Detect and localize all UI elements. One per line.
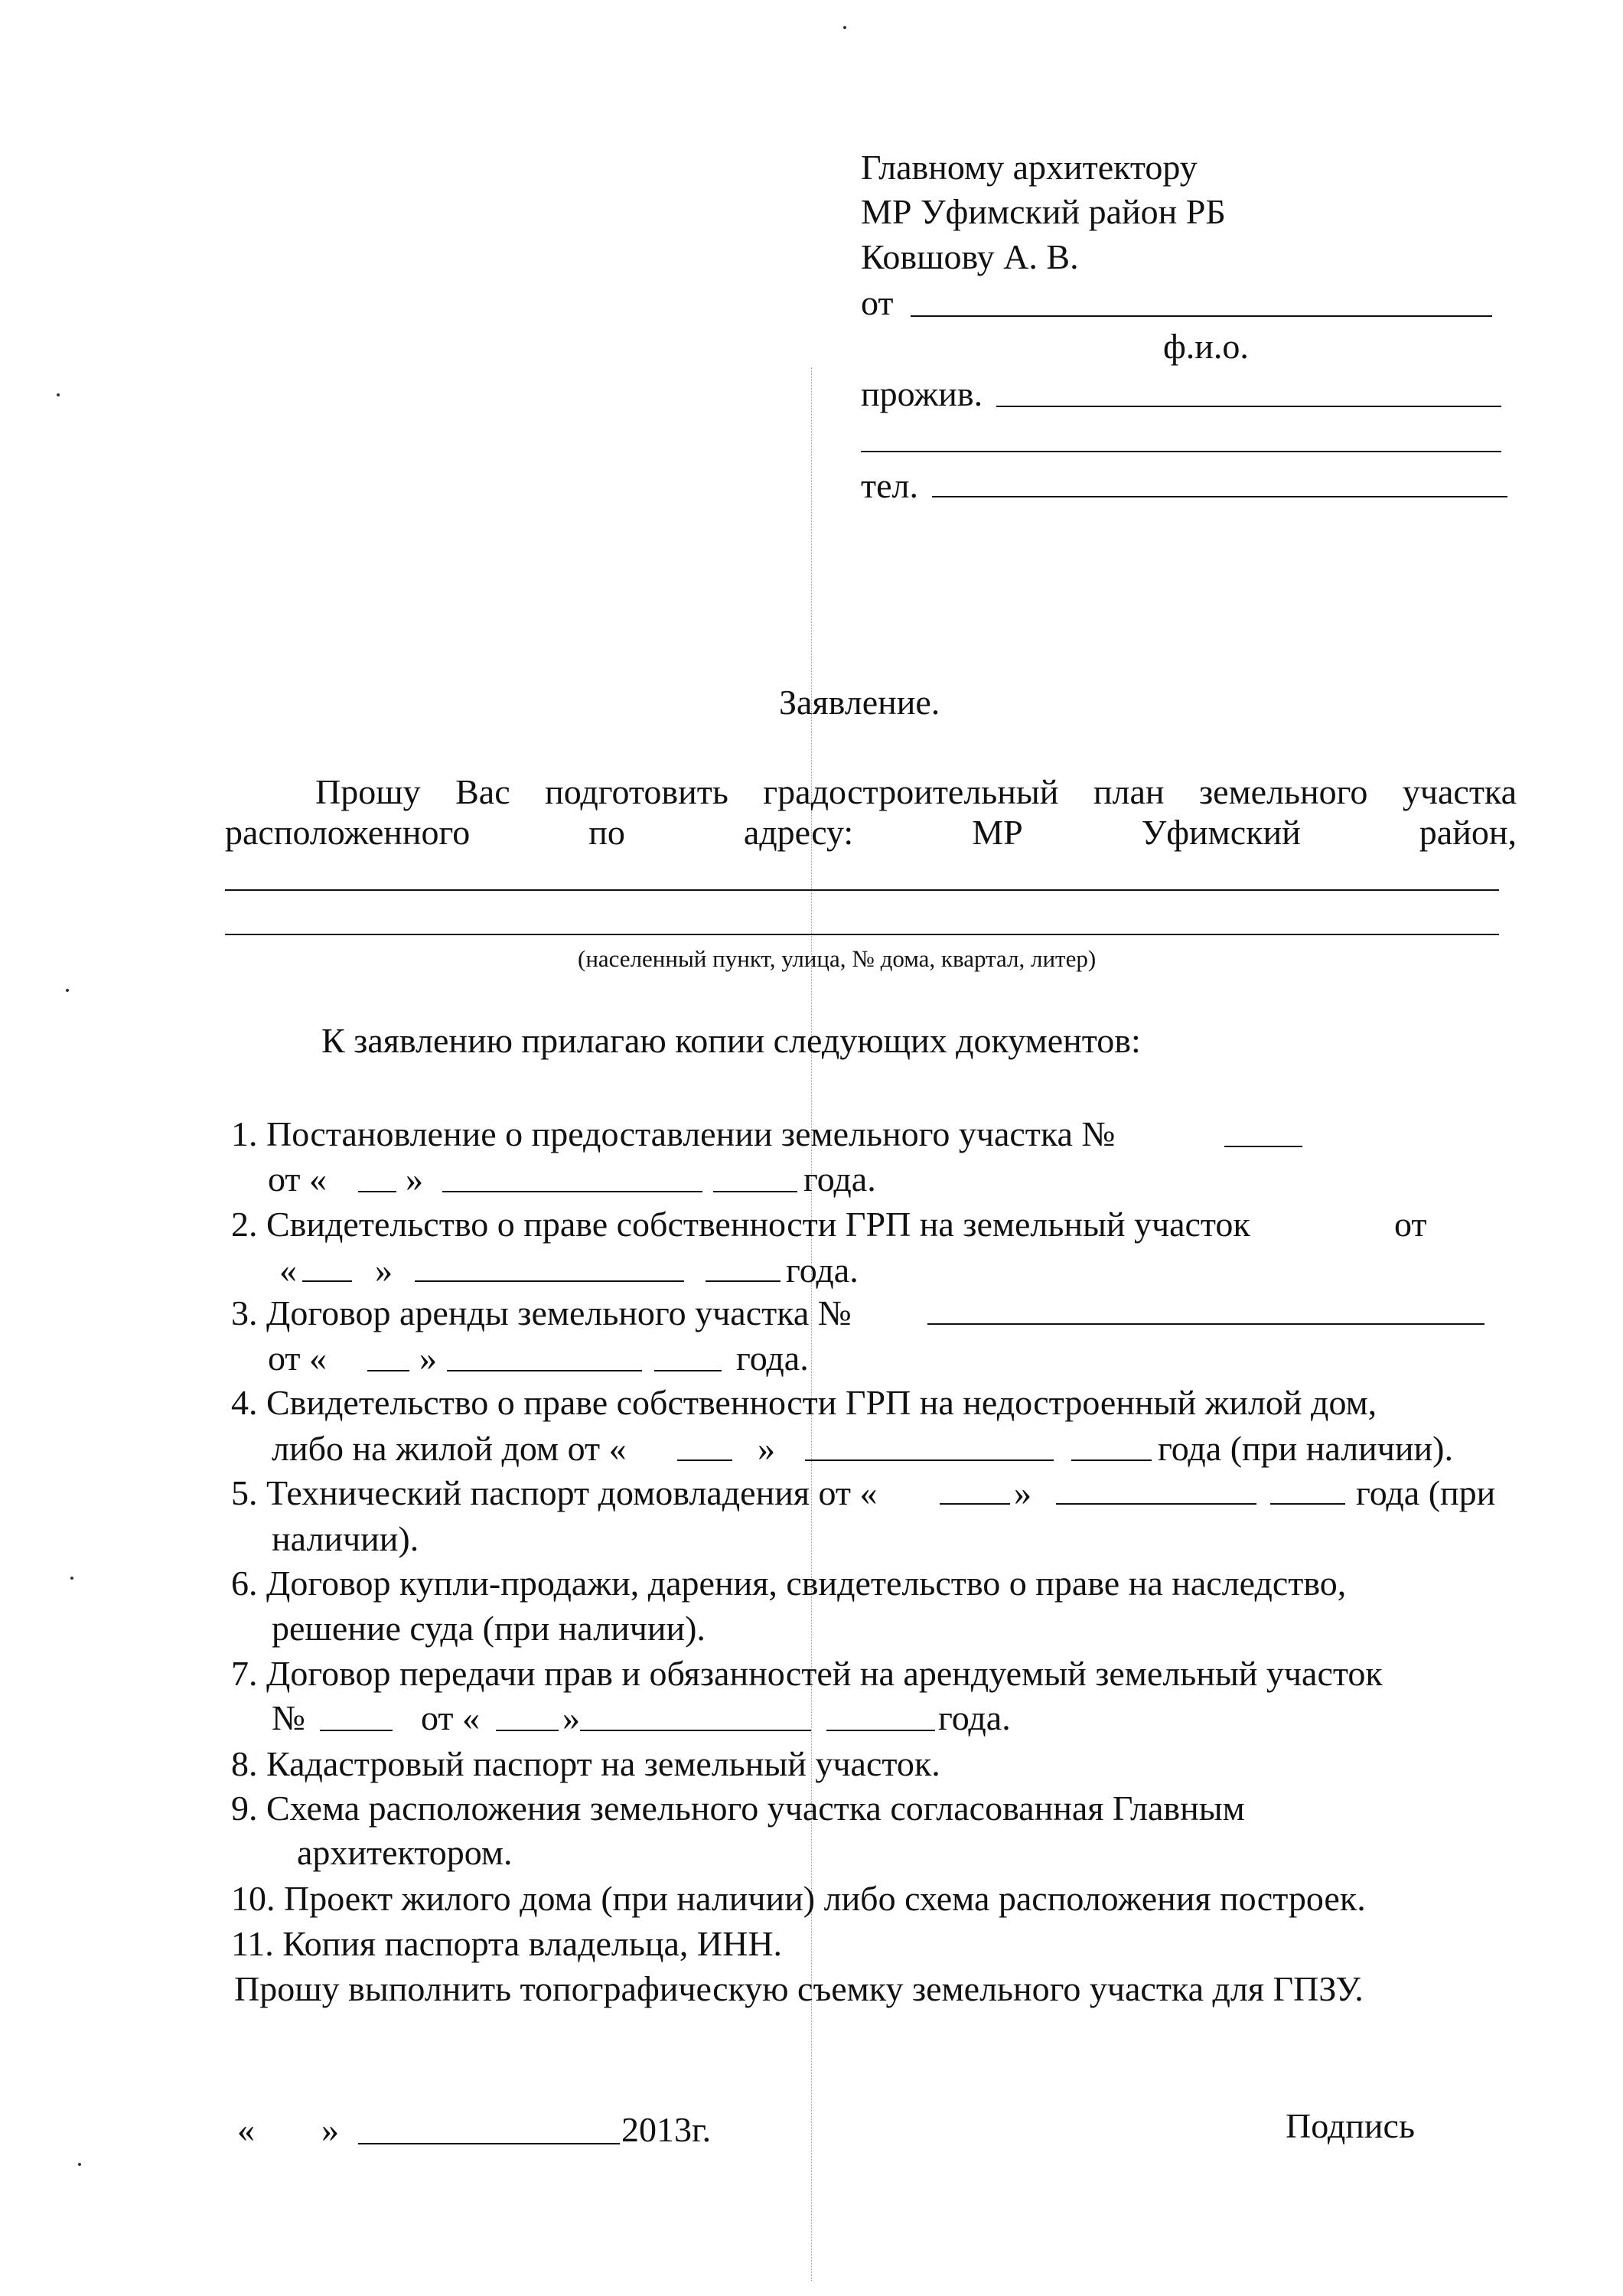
date-close-quote: » [321, 2110, 339, 2149]
list-item-9: 9. Схема расположения земельного участка согласованная Главным [231, 1789, 1245, 1828]
list-item-3: 3. Договор аренды земельного участка № [231, 1293, 852, 1332]
item-2-from: от [1394, 1205, 1427, 1244]
attachments-intro: К заявлению прилагаю копии следующих документов: [321, 1021, 1141, 1060]
item-1-day-field[interactable] [358, 1191, 396, 1192]
item-7-year-field[interactable] [826, 1730, 935, 1731]
item-9-continuation: архитектором. [297, 1833, 513, 1872]
item-3-day-field[interactable] [367, 1370, 409, 1371]
item-3-from: от « [268, 1339, 327, 1378]
item-1-from: от « [268, 1159, 327, 1199]
request-line-1 [315, 772, 1517, 811]
item-2-year-field[interactable] [706, 1280, 781, 1282]
item-6-continuation: решение суда (при наличии). [272, 1609, 706, 1648]
document-title: Заявление. [779, 683, 940, 722]
item-7-number-sign: № [272, 1698, 305, 1737]
residence-field[interactable] [996, 406, 1501, 407]
date-open-quote: « [237, 2110, 255, 2149]
item-3-close-quote: » [419, 1339, 437, 1378]
item-7-day-field[interactable] [496, 1730, 559, 1731]
item-2-open-quote: « [279, 1251, 297, 1290]
item-2-year-label: года. [786, 1251, 859, 1290]
phone-label: тел. [861, 466, 918, 505]
item-1-number-field[interactable] [1224, 1146, 1302, 1147]
word: адресу: [743, 813, 854, 852]
addressee-line-3: Ковшову А. В. [861, 237, 1079, 276]
item-4-month-field[interactable] [805, 1459, 1054, 1461]
item-1-close-quote: » [406, 1159, 423, 1199]
fio-caption: ф.и.о. [1163, 327, 1249, 366]
address-field-2[interactable] [225, 934, 1499, 935]
item-2-day-field[interactable] [302, 1280, 352, 1282]
item-1-year-label: года. [803, 1159, 876, 1199]
list-item-11: 11. Копия паспорта владельца, ИНН. [231, 1924, 783, 1963]
word: градостроительный [763, 772, 1059, 811]
list-item-4: 4. Свидетельство о праве собственности ГРП на недостроенный жилой дом, [231, 1383, 1377, 1422]
from-label: от [861, 283, 894, 322]
from-field[interactable] [911, 315, 1492, 317]
date-year: 2013г. [621, 2110, 712, 2149]
word: по [588, 813, 625, 852]
word: земельного [1198, 772, 1368, 811]
item-5-year-field[interactable] [1270, 1503, 1345, 1505]
scan-speck [66, 989, 69, 992]
word: Вас [455, 772, 510, 811]
item-5-year-label: года (при [1356, 1473, 1496, 1512]
word: МР [972, 813, 1023, 852]
item-7-close-quote: » [562, 1698, 580, 1737]
word: подготовить [545, 772, 728, 811]
list-item-2: 2. Свидетельство о праве собственности ГРП на земельный участок [231, 1205, 1250, 1244]
word: Уфимский [1141, 813, 1301, 852]
survey-request: Прошу выполнить топографическую съемку земельного участка для ГПЗУ. [234, 1969, 1364, 2008]
item-4-from: либо на жилой дом от « [272, 1429, 627, 1468]
scan-speck [78, 2163, 81, 2166]
address-caption: (населенный пункт, улица, № дома, квартал, литер) [578, 945, 1097, 972]
item-5-day-field[interactable] [940, 1503, 1010, 1505]
scan-speck [57, 393, 60, 396]
scan-speck [70, 1577, 73, 1580]
item-5-continuation: наличии). [272, 1519, 419, 1558]
word: расположенного [225, 813, 471, 852]
residence-field-2[interactable] [861, 451, 1501, 452]
item-3-number-field[interactable] [927, 1323, 1484, 1325]
list-item-1: 1. Постановление о предоставлении земельного участка № [231, 1114, 1116, 1153]
item-2-month-field[interactable] [415, 1280, 684, 1282]
word: Прошу [315, 772, 421, 811]
word: план [1093, 772, 1165, 811]
item-7-number-field[interactable] [320, 1730, 393, 1731]
addressee-line-1: Главному архитектору [861, 148, 1198, 187]
item-4-year-label: года (при наличии). [1158, 1429, 1453, 1468]
item-7-from: от « [421, 1698, 480, 1737]
list-item-5: 5. Технический паспорт домовладения от « [231, 1473, 878, 1512]
request-line-2 [225, 815, 1517, 850]
item-3-month-field[interactable] [447, 1370, 642, 1371]
list-item-10: 10. Проект жилого дома (при наличии) либо схема расположения построек. [231, 1879, 1366, 1918]
address-field-1[interactable] [225, 889, 1499, 891]
word: район, [1419, 813, 1517, 852]
item-3-year-field[interactable] [654, 1370, 722, 1371]
item-5-month-field[interactable] [1056, 1503, 1256, 1505]
list-item-7: 7. Договор передачи прав и обязанностей на арендуемый земельный участок [231, 1654, 1383, 1693]
date-field[interactable] [358, 2143, 620, 2144]
item-7-year-label: года. [938, 1698, 1011, 1737]
item-1-month-field[interactable] [442, 1191, 702, 1192]
list-item-6: 6. Договор купли-продажи, дарения, свидетельство о праве на наследство, [231, 1564, 1347, 1603]
addressee-line-2: МР Уфимский район РБ [861, 192, 1226, 231]
word: участка [1402, 772, 1517, 811]
signature-label: Подпись [1286, 2106, 1415, 2145]
item-4-close-quote: » [758, 1429, 775, 1468]
item-4-day-field[interactable] [677, 1459, 732, 1461]
phone-field[interactable] [932, 496, 1507, 497]
item-2-close-quote: » [375, 1251, 393, 1290]
item-3-year-label: года. [736, 1339, 809, 1378]
list-item-8: 8. Кадастровый паспорт на земельный участок. [231, 1744, 940, 1783]
residence-label: прожив. [861, 374, 983, 413]
item-5-close-quote: » [1014, 1473, 1031, 1512]
scan-speck [843, 26, 846, 29]
item-1-year-field[interactable] [713, 1191, 797, 1192]
item-4-year-field[interactable] [1071, 1459, 1152, 1461]
item-7-month-field[interactable] [580, 1730, 811, 1731]
